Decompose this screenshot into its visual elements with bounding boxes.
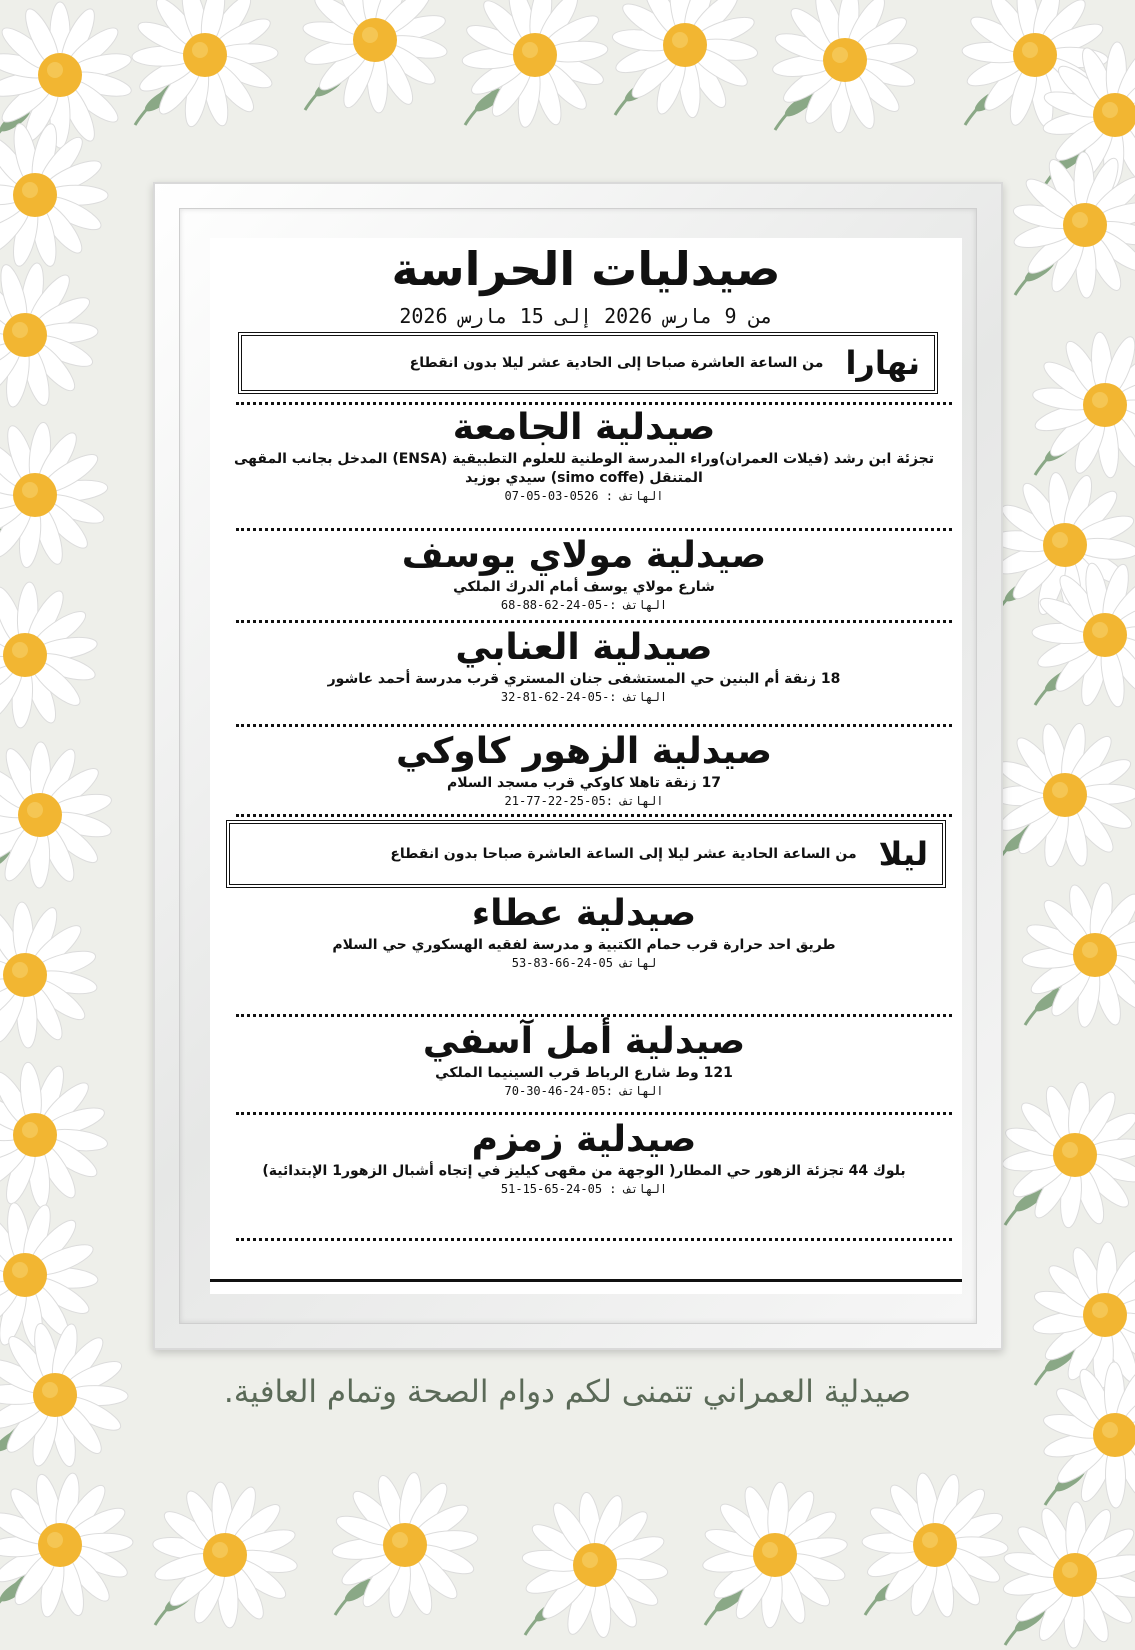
pharmacy-phone: الهاتف :05-24-46-30-70: [216, 1083, 952, 1099]
paper-edge: [210, 1279, 962, 1282]
daisy-icon: [0, 1060, 110, 1210]
pharmacy-address: شارع مولاي يوسف أمام الدرك الملكي: [216, 578, 952, 597]
notice-title: صيدليات الحراسة: [210, 242, 962, 296]
daisy-icon: [990, 720, 1135, 870]
pharmacy-address: 18 زنقة أم البنين حي المستشفى جنان المستري قرب مدرسة أحمد عاشور: [216, 670, 952, 689]
pharmacy-phone: الهاتف : 05-24-65-15-51: [216, 1181, 952, 1197]
separator: [236, 620, 952, 623]
daisy-icon: [770, 0, 920, 135]
pharmacy-address: تجزئة ابن رشد (فيلات العمران)وراء المدرسة الوطنية للعلوم التطبيقية (ENSA) المدخل بجانب المقهى المتنقل (simo coffe) سيدي بوزيد: [216, 450, 952, 488]
pharmacy-phone: الهاتف :05-25-22-77-21: [216, 793, 952, 809]
separator: [236, 402, 952, 405]
pharmacy-phone: لهاتف 05-24-66-83-53: [216, 955, 952, 971]
daisy-icon: [520, 1490, 670, 1640]
pharmacy-address: طريق احد حرارة قرب حمام الكتبية و مدرسة لفقيه الهسكوري حي السلام: [216, 936, 952, 955]
daisy-icon: [1020, 880, 1135, 1030]
day-shift-box: [238, 332, 938, 394]
pharmacy-address: بلوك 44 تجزئة الزهور حي المطار( الوجهة من مقهى كيليز في إتجاه أشبال الزهور1 الإبتدائية): [216, 1162, 952, 1181]
daisy-icon: [700, 1480, 850, 1630]
daisy-icon: [0, 900, 100, 1050]
daisy-icon: [460, 0, 610, 130]
separator: [236, 528, 952, 531]
night-shift-hours: من الساعة الحادية عشر ليلا إلى الساعة العاشرة صباحا بدون انقطاع: [390, 846, 856, 862]
pharmacy-block: [216, 1020, 952, 1099]
guard-pharmacies-notice: [210, 238, 962, 1294]
daisy-icon: [150, 1480, 300, 1630]
pharmacy-name: صيدلية زمزم: [216, 1118, 952, 1162]
daisy-icon: [1010, 150, 1135, 300]
daisy-icon: [0, 260, 100, 410]
separator: [236, 1238, 952, 1241]
daisy-icon: [130, 0, 280, 130]
separator: [236, 814, 952, 817]
pharmacy-block: [216, 406, 952, 504]
pharmacy-block: [216, 534, 952, 613]
pharmacy-name: صيدلية أمل آسفي: [216, 1020, 952, 1064]
night-shift-name: ليلا: [879, 835, 928, 873]
night-shift-box: [226, 820, 946, 888]
pharmacy-name: صيدلية العنابي: [216, 626, 952, 670]
day-shift-name: نهارا: [845, 344, 920, 382]
separator: [236, 1014, 952, 1017]
pharmacy-block: [216, 626, 952, 705]
pharmacy-block: [216, 892, 952, 971]
pharmacy-name: صيدلية الجامعة: [216, 406, 952, 450]
pharmacy-name: صيدلية مولاي يوسف: [216, 534, 952, 578]
separator: [236, 724, 952, 727]
separator: [236, 1112, 952, 1115]
pharmacy-name: صيدلية الزهور كاوكي: [216, 730, 952, 774]
daisy-icon: [1000, 1080, 1135, 1230]
pharmacy-phone: الهاتف : 0526-03-05-07: [216, 488, 952, 504]
pharmacy-block: [216, 730, 952, 809]
daisy-icon: [1030, 330, 1135, 480]
daisy-icon: [860, 1470, 1010, 1620]
date-range: من 9 مارس 2026 إلى 15 مارس 2026: [210, 304, 962, 328]
daisy-icon: [330, 1470, 480, 1620]
pharmacy-name: صيدلية عطاء: [216, 892, 952, 936]
daisy-icon: [0, 120, 110, 270]
daisy-icon: [0, 420, 110, 570]
daisy-icon: [300, 0, 450, 115]
pharmacy-block: [216, 1118, 952, 1197]
pharmacy-phone: الهاتف :-05-24-62-88-68: [216, 597, 952, 613]
daisy-icon: [610, 0, 760, 120]
daisy-icon: [1030, 560, 1135, 710]
pharmacy-address: 121 وط شارع الرباط قرب السينيما الملكي: [216, 1064, 952, 1083]
footer-message: صيدلية العمراني تتمنى لكم دوام الصحة وتمام العافية.: [0, 1374, 1135, 1410]
pharmacy-phone: الهاتف :-05-24-62-81-32: [216, 689, 952, 705]
daisy-icon: [0, 580, 100, 730]
day-shift-hours: من الساعة العاشرة صباحا إلى الحادية عشر ليلا بدون انقطاع: [410, 355, 824, 371]
daisy-icon: [0, 740, 115, 890]
daisy-icon: [0, 1470, 135, 1620]
pharmacy-address: 17 زنقة تاهلا كاوكي قرب مسجد السلام: [216, 774, 952, 793]
daisy-icon: [1000, 1500, 1135, 1650]
